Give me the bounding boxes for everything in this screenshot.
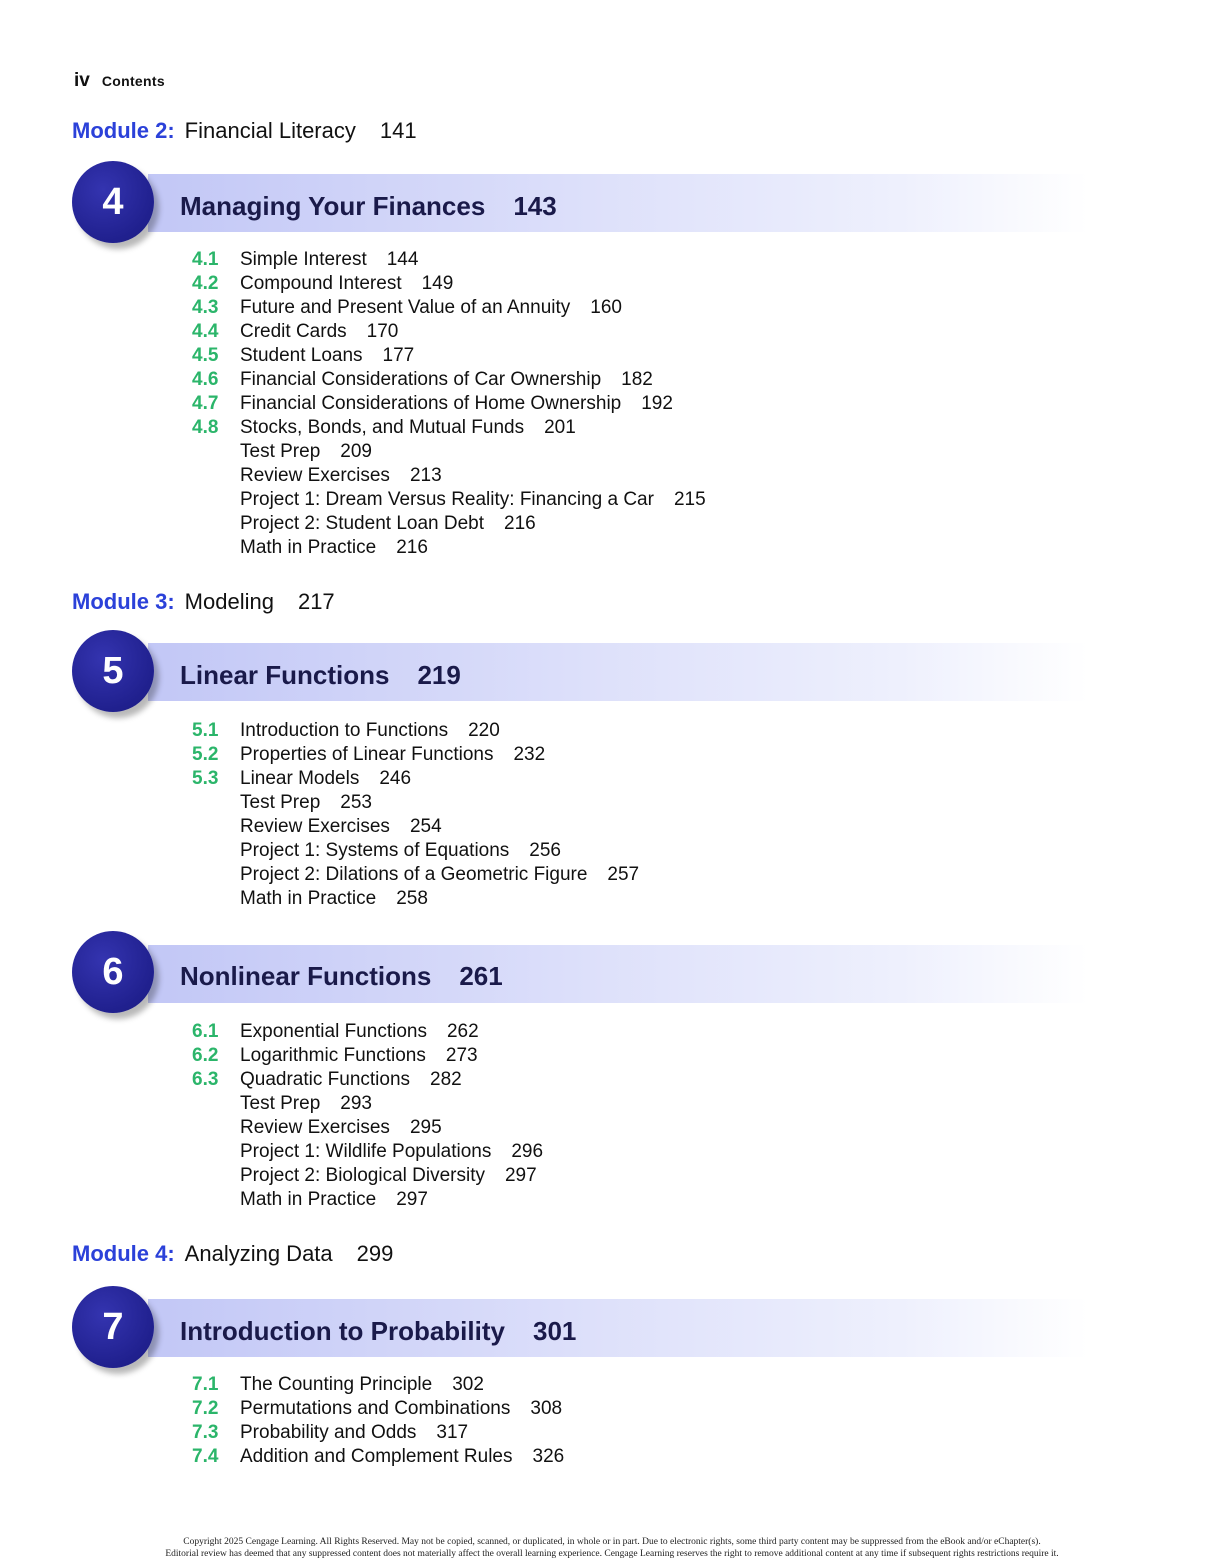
running-head [74,70,165,92]
toc-entry[interactable] [192,488,892,512]
entry-page: 317 [436,1422,469,1443]
toc-entry[interactable] [192,1092,892,1116]
entry-title: Quadratic Functions [240,1069,411,1090]
entry-title: Math in Practice [240,888,377,909]
entry-title: Financial Considerations of Car Ownership [240,369,602,390]
toc-entry-section[interactable] [192,1373,892,1397]
entry-page: 209 [340,441,372,462]
section-number: 7.4 [192,1446,219,1467]
toc-entry[interactable] [192,1164,892,1188]
toc-entry[interactable] [192,1116,892,1140]
chapter-4-heading[interactable] [180,191,557,222]
entry-title: Credit Cards [240,321,347,342]
entry-title: Stocks, Bonds, and Mutual Funds [240,417,525,438]
chapter-7-number-badge: 7 [72,1286,154,1368]
toc-entry[interactable] [192,512,892,536]
toc-entry[interactable] [192,1188,892,1212]
section-number: 6.1 [192,1021,219,1042]
entry-page: 253 [340,792,372,813]
section-number: 4.5 [192,345,219,366]
section-number: 4.7 [192,393,219,414]
entry-page: 177 [382,345,415,366]
toc-entry[interactable] [192,815,892,839]
entry-title: Student Loans [240,345,363,366]
entry-page: 293 [340,1093,372,1114]
entry-page: 192 [641,393,673,414]
entry-title: Logarithmic Functions [240,1045,426,1066]
chapter-6-toc [192,1020,892,1212]
toc-entry-section[interactable] [192,1020,892,1044]
entry-title: Exponential Functions [240,1021,427,1042]
entry-title: Test Prep [240,1093,321,1114]
toc-entry-section[interactable] [192,416,892,440]
section-number: 4.3 [192,297,219,318]
toc-entry-section[interactable] [192,296,892,320]
toc-entry-section[interactable] [192,1397,892,1421]
section-number: 4.4 [192,321,219,342]
chapter-title: Managing Your Finances [180,191,486,221]
entry-title: Permutations and Combinations [240,1398,511,1419]
chapter-6-heading[interactable] [180,961,503,992]
entry-title: Properties of Linear Functions [240,744,494,765]
chapter-title: Linear Functions [180,660,390,690]
module-label: Module 3: [72,589,175,614]
module-title: Analyzing Data [184,1241,333,1266]
chapter-5-number-badge: 5 [72,630,154,712]
copyright-notice [0,1536,1224,1560]
module-label: Module 4: [72,1241,175,1266]
toc-entry[interactable] [192,440,892,464]
entry-title: Financial Considerations of Home Ownership [240,393,622,414]
toc-entry-section[interactable] [192,767,892,791]
entry-page: 215 [673,489,706,510]
entry-page: 262 [446,1021,479,1042]
copyright-line: Copyright 2025 Cengage Learning. All Rights Reserved. May not be copied, scanned, or duplicated, in whole or in part. Due to electronic rights, some third party content may be suppressed from the eBook and/or eChapter(s). [183,1537,1041,1547]
entry-page: 170 [366,321,399,342]
toc-entry[interactable] [192,839,892,863]
entry-page: 220 [468,720,500,741]
entry-title: The Counting Principle [240,1374,433,1395]
entry-page: 295 [409,1117,442,1138]
section-number: 7.1 [192,1374,219,1395]
entry-page: 213 [409,465,442,486]
entry-title: Simple Interest [240,249,367,270]
toc-entry[interactable] [192,464,892,488]
entry-page: 297 [396,1189,428,1210]
entry-page: 297 [504,1165,537,1186]
entry-title: Compound Interest [240,273,402,294]
chapter-page: 301 [532,1316,577,1346]
entry-title: Review Exercises [240,816,390,837]
entry-title: Project 2: Dilations of a Geometric Figure [240,864,588,885]
entry-page: 149 [421,273,454,294]
section-number: 7.2 [192,1398,219,1419]
entry-title: Linear Models [240,768,360,789]
toc-entry-section[interactable] [192,719,892,743]
entry-page: 201 [544,417,576,438]
section-number: 6.2 [192,1045,219,1066]
page-number: iv [74,70,90,91]
entry-page: 256 [529,840,561,861]
entry-title: Project 1: Wildlife Populations [240,1141,492,1162]
entry-page: 308 [530,1398,563,1419]
chapter-7-heading[interactable] [180,1316,576,1347]
module-title: Financial Literacy [184,118,356,143]
section-number: 7.3 [192,1422,219,1443]
module-page: 299 [356,1241,394,1266]
toc-entry[interactable] [192,1140,892,1164]
chapter-4-toc [192,248,892,560]
chapter-title: Nonlinear Functions [180,961,432,991]
section-number: 4.8 [192,417,219,438]
toc-entry-section[interactable] [192,1068,892,1092]
entry-title: Project 1: Dream Versus Reality: Financing a Car [240,489,654,510]
section-number: 6.3 [192,1069,219,1090]
entry-page: 246 [379,768,412,789]
entry-page: 254 [409,816,442,837]
copyright-line: Editorial review has deemed that any suppressed content does not materially affect the overall learning experience. Cengage Learning reserves the right to remove additional content at any time if subsequent rights restrictions require it. [165,1549,1059,1559]
entry-page: 296 [511,1141,544,1162]
entry-title: Future and Present Value of an Annuity [240,297,571,318]
toc-entry[interactable] [192,863,892,887]
entry-title: Math in Practice [240,537,377,558]
entry-page: 216 [504,513,536,534]
chapter-4-number-badge: 4 [72,161,154,243]
entry-page: 258 [396,888,428,909]
entry-page: 273 [445,1045,478,1066]
section-number: 4.2 [192,273,219,294]
toc-entry-section[interactable] [192,1421,892,1445]
entry-title: Project 1: Systems of Equations [240,840,510,861]
chapter-page: 261 [459,961,503,991]
toc-entry-section[interactable] [192,368,892,392]
chapter-title: Introduction to Probability [180,1316,505,1346]
entry-page: 302 [452,1374,484,1395]
entry-title: Math in Practice [240,1189,377,1210]
chapter-6-number-badge: 6 [72,931,154,1013]
toc-entry-section[interactable] [192,272,892,296]
toc-entry-section[interactable] [192,1445,892,1469]
entry-title: Test Prep [240,792,321,813]
section-number: 4.6 [192,369,219,390]
section-number: 4.1 [192,249,219,270]
entry-title: Review Exercises [240,1117,390,1138]
module-page: 217 [297,589,335,614]
section-number: 5.3 [192,768,219,789]
toc-entry-section[interactable] [192,248,892,272]
entry-title: Review Exercises [240,465,390,486]
chapter-page: 143 [513,191,557,221]
section-number: 5.1 [192,720,219,741]
toc-entry-section[interactable] [192,1044,892,1068]
module-page: 141 [379,118,417,143]
entry-page: 232 [513,744,546,765]
toc-entry-section[interactable] [192,392,892,416]
section-number: 5.2 [192,744,219,765]
entry-page: 282 [430,1069,462,1090]
running-head-title: Contents [101,73,165,89]
module-label: Module 2: [72,118,175,143]
chapter-5-heading[interactable] [180,660,461,691]
entry-title: Project 2: Biological Diversity [240,1165,485,1186]
module-3-heading[interactable] [72,589,335,615]
chapter-5-toc [192,719,892,911]
entry-page: 216 [396,537,428,558]
entry-page: 160 [590,297,622,318]
toc-entry-section[interactable] [192,344,892,368]
entry-title: Project 2: Student Loan Debt [240,513,484,534]
toc-entry-section[interactable] [192,320,892,344]
module-4-heading[interactable] [72,1241,393,1267]
toc-entry[interactable] [192,791,892,815]
entry-title: Probability and Odds [240,1422,417,1443]
entry-title: Test Prep [240,441,321,462]
entry-page: 326 [532,1446,565,1467]
module-title: Modeling [184,589,274,614]
toc-entry[interactable] [192,887,892,911]
chapter-page: 219 [417,660,461,690]
entry-page: 257 [607,864,640,885]
entry-page: 182 [621,369,653,390]
entry-title: Addition and Complement Rules [240,1446,513,1467]
toc-entry-section[interactable] [192,743,892,767]
chapter-7-toc [192,1373,892,1469]
entry-page: 144 [386,249,419,270]
entry-title: Introduction to Functions [240,720,449,741]
module-2-heading[interactable] [72,118,417,144]
toc-entry[interactable] [192,536,892,560]
